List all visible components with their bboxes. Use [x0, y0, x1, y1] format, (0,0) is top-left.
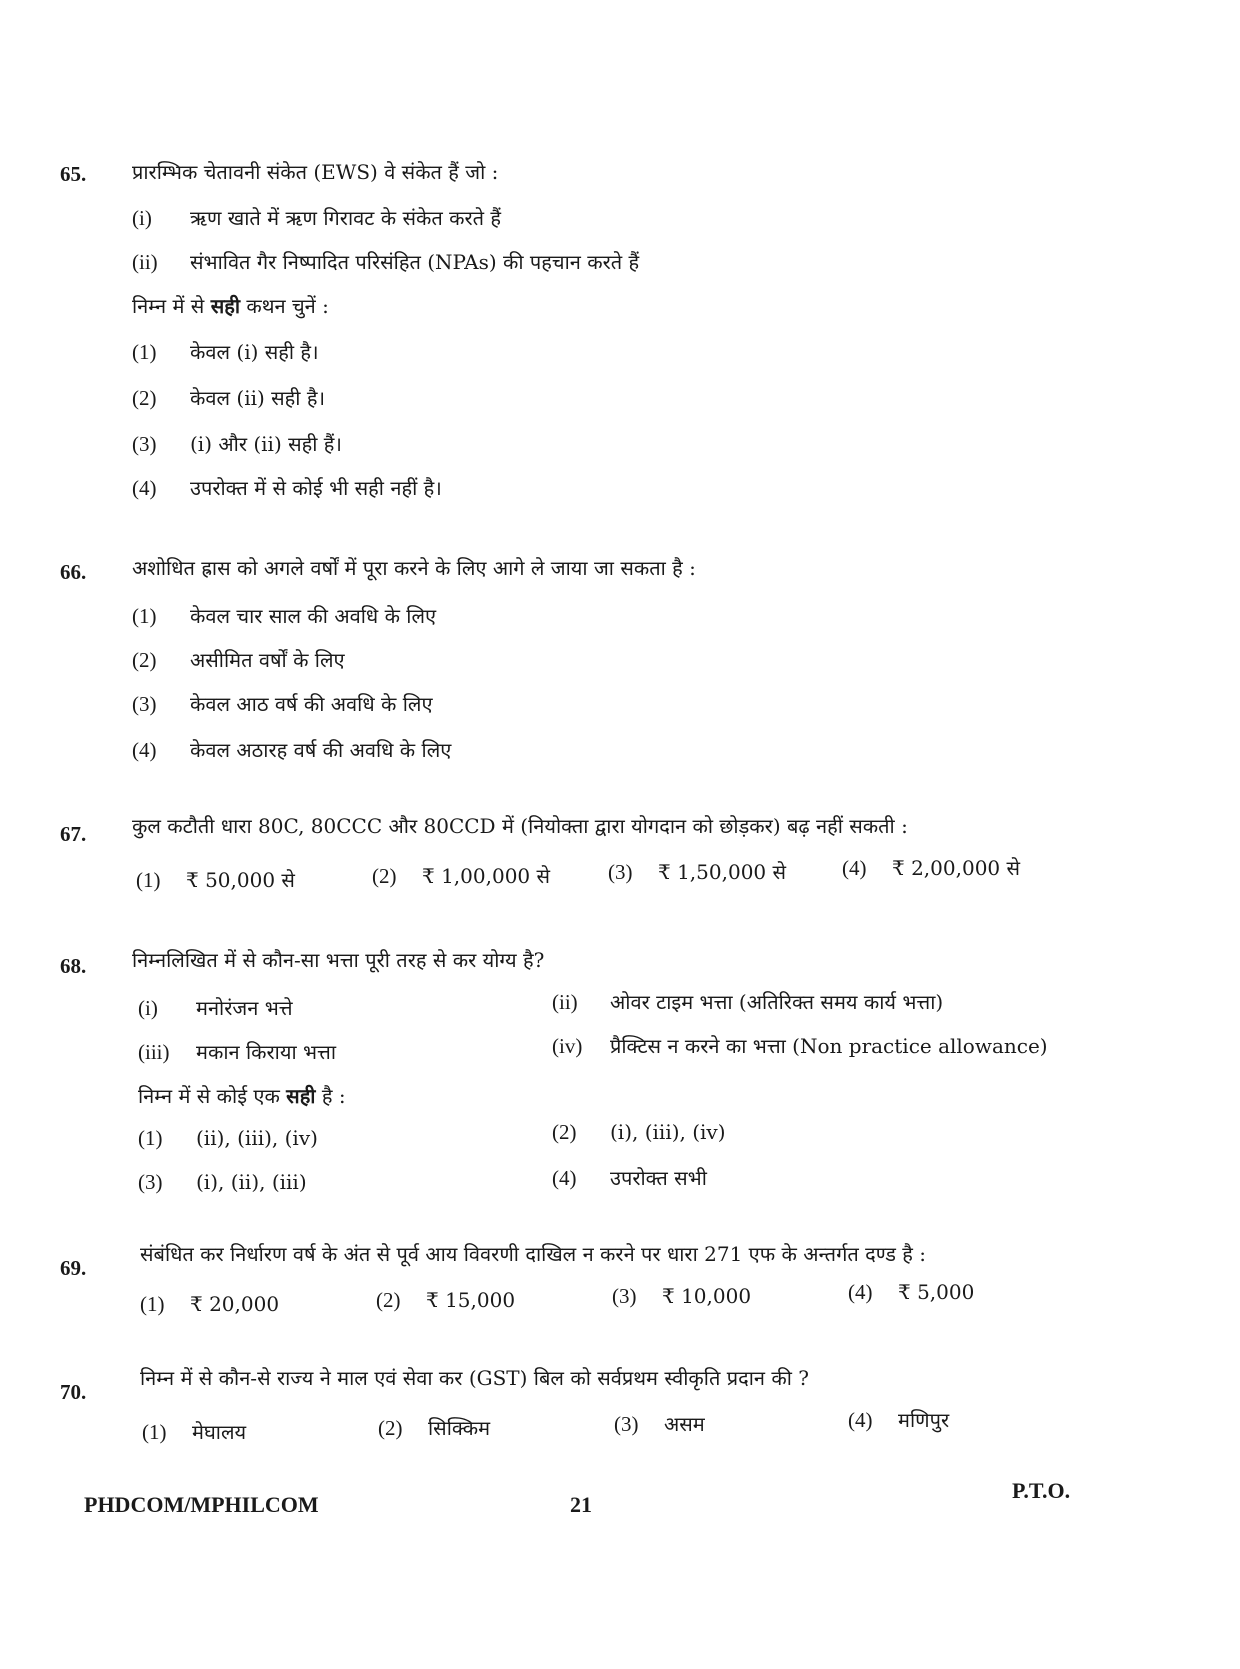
question-stem: निम्नलिखित में से कौन-सा भत्ता पूरी तरह से कर योग्य है? — [132, 948, 545, 972]
option: (4) ₹ 2,00,000 से — [842, 856, 1021, 880]
question-stem: कुल कटौती धारा 80C, 80CCC और 80CCD में (नियोक्ता द्वारा योगदान को छोड़कर) बढ़ नहीं सकती : — [132, 814, 908, 838]
pto-label: P.T.O. — [1012, 1478, 1071, 1503]
option: (2) सिक्किम — [378, 1416, 491, 1440]
question-stem: प्रारम्भिक चेतावनी संकेत (EWS) वे संकेत हैं जो : — [132, 160, 499, 184]
option: (4) केवल अठारह वर्ष की अवधि के लिए — [132, 738, 452, 762]
instruction: निम्न में से कोई एक सही है : — [138, 1084, 346, 1108]
option: (3) ₹ 1,50,000 से — [608, 860, 787, 884]
question-stem: अशोधित ह्रास को अगले वर्षों में पूरा करने के लिए आगे ले जाया जा सकता है : — [132, 556, 696, 580]
question-number: 65. — [60, 162, 87, 186]
question-number: 69. — [60, 1256, 87, 1280]
paper-code: PHDCOM/MPHILCOM — [84, 1492, 319, 1517]
option: (1) ₹ 50,000 से — [136, 868, 295, 892]
option: (1) मेघालय — [142, 1420, 247, 1444]
option: (4) ₹ 5,000 — [848, 1280, 975, 1304]
option: (1) ₹ 20,000 — [140, 1292, 280, 1316]
instruction: निम्न में से सही कथन चुनें : — [132, 294, 329, 318]
option: (2) केवल (ii) सही है। — [132, 386, 326, 410]
statement: (iii) मकान किराया भत्ता — [138, 1040, 337, 1064]
question-number: 67. — [60, 822, 87, 846]
statement: (iv) प्रैक्टिस न करने का भत्ता (Non practice allowance) — [552, 1034, 1048, 1058]
option: (4) उपरोक्त सभी — [552, 1166, 707, 1190]
option: (1) केवल चार साल की अवधि के लिए — [132, 604, 437, 628]
question-stem: संबंधित कर निर्धारण वर्ष के अंत से पूर्व आय विवरणी दाखिल न करने पर धारा 271 एफ के अन्तर्गत दण्ड है : — [140, 1242, 926, 1266]
option: (3) (i), (ii), (iii) — [138, 1170, 307, 1194]
option: (2) असीमित वर्षों के लिए — [132, 648, 345, 672]
option: (2) ₹ 15,000 — [376, 1288, 516, 1312]
question-number: 70. — [60, 1380, 87, 1404]
question-stem: निम्न में से कौन-से राज्य ने माल एवं सेवा कर (GST) बिल को सर्वप्रथम स्वीकृति प्रदान की ? — [140, 1366, 809, 1390]
option: (3) केवल आठ वर्ष की अवधि के लिए — [132, 692, 433, 716]
option: (1) केवल (i) सही है। — [132, 340, 319, 364]
option: (4) मणिपुर — [848, 1408, 950, 1432]
statement: (ii) ओवर टाइम भत्ता (अतिरिक्त समय कार्य भत्ता) — [552, 990, 944, 1014]
option: (3) ₹ 10,000 — [612, 1284, 752, 1308]
option: (3) (i) और (ii) सही हैं। — [132, 432, 342, 456]
option: (1) (ii), (iii), (iv) — [138, 1126, 318, 1150]
question-number: 68. — [60, 954, 87, 978]
statement: (i) ऋण खाते में ऋण गिरावट के संकेत करते हैं — [132, 206, 501, 230]
statement: (ii) संभावित गैर निष्पादित परिसंहित (NPAs) की पहचान करते हैं — [132, 250, 640, 274]
option: (2) ₹ 1,00,000 से — [372, 864, 551, 888]
statement: (i) मनोरंजन भत्ते — [138, 996, 293, 1020]
option: (4) उपरोक्त में से कोई भी सही नहीं है। — [132, 476, 442, 500]
option: (3) असम — [614, 1412, 705, 1436]
option: (2) (i), (iii), (iv) — [552, 1120, 726, 1144]
page-number: 21 — [570, 1492, 592, 1517]
question-number: 66. — [60, 560, 87, 584]
